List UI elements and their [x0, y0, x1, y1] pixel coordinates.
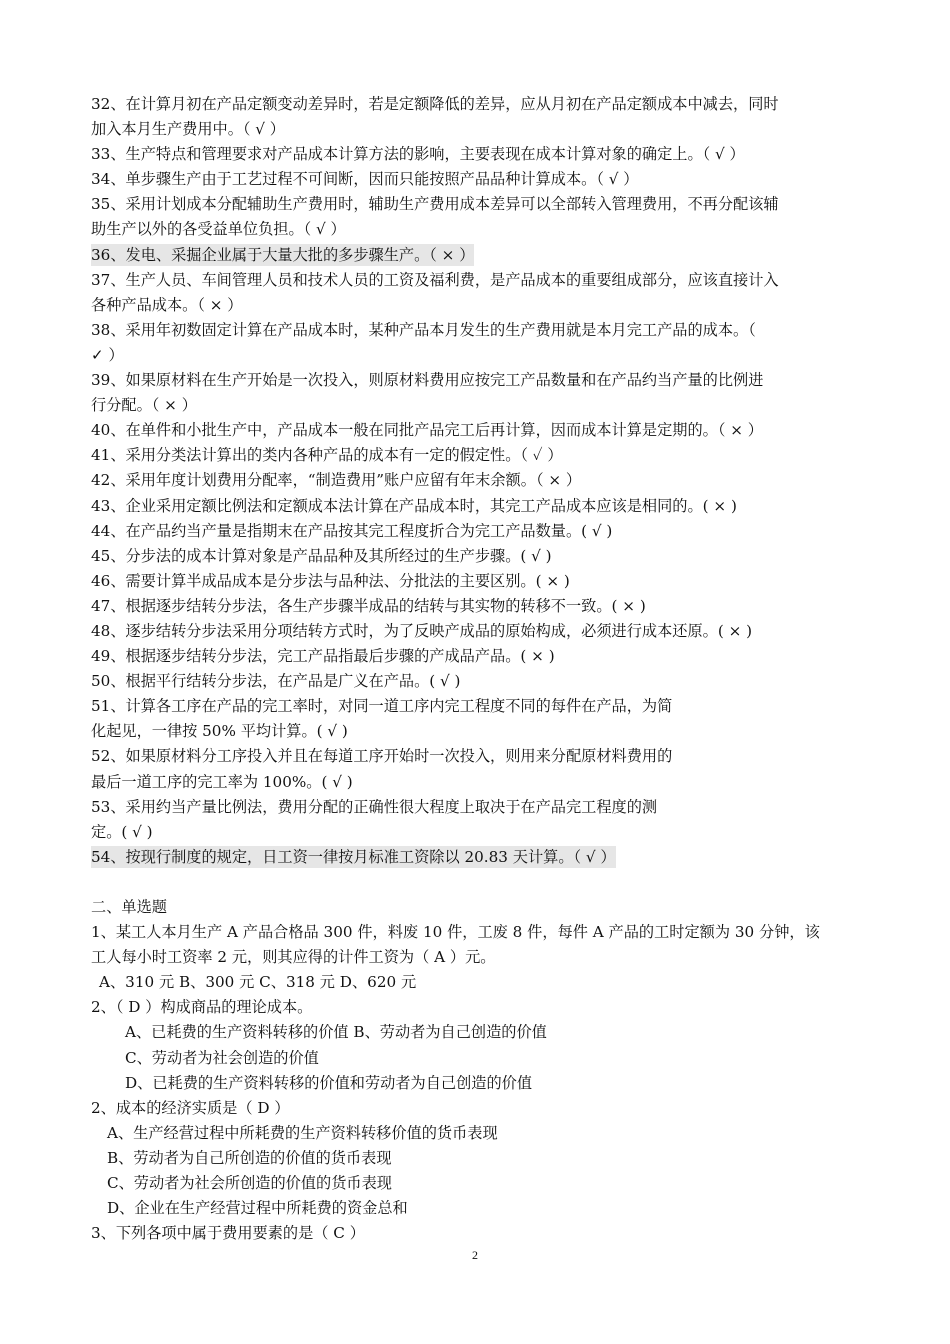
- text-line: 41、采用分类法计算出的类内各种产品的成本有一定的假定性。（ ✓ ）: [91, 446, 563, 465]
- answer-option: C、劳动者为社会所创造的价值的货币表现: [107, 1174, 392, 1193]
- text-line: 33、生产特点和管理要求对产品成本计算方法的影响，主要表现在成本计算对象的确定上。（ √ ）: [91, 145, 745, 164]
- text-line-highlighted: [91, 845, 861, 870]
- answer-option: B、劳动者为自己所创造的价值的货币表现: [107, 1148, 392, 1167]
- text-line: 53、采用约当产量比例法，费用分配的正确性很大程度上取决于在产品完工程度的测: [91, 797, 658, 816]
- answer-option: C、劳动者为社会创造的价值: [125, 1048, 319, 1067]
- text-line: 46、需要计算半成品成本是分步法与品种法、分批法的主要区别。( × ): [91, 571, 570, 590]
- text-line: 51、计算各工序在产品的完工率时，对同一道工序内完工程度不同的每件在产品，为简: [91, 697, 673, 716]
- highlighted-text: 36、发电、采掘企业属于大量大批的多步骤生产。（ × ）: [91, 245, 475, 264]
- text-line: 各种产品成本。（ × ）: [91, 295, 243, 314]
- text-line: 2、（ D ）构成商品的理论成本。: [91, 998, 313, 1017]
- text-line: 49、根据逐步结转分步法，完工产品指最后步骤的产成品产品。( × ): [91, 647, 555, 666]
- text-line: 助生产以外的各受益单位负担。（ √ ）: [91, 220, 346, 239]
- text-line: 40、在单件和小批生产中，产品成本一般在同批产品完工后再计算，因而成本计算是定期的。（ × ）: [91, 421, 763, 440]
- highlighted-text: 54、按现行制度的规定，日工资一律按月标准工资除以 20.83 天计算。（ √ ）: [91, 847, 616, 866]
- answer-options: A、310 元 B、300 元 C、318 元 D、620 元: [99, 973, 417, 992]
- text-line: 加入本月生产费用中。（ √ ）: [91, 120, 285, 139]
- blank-line: [91, 870, 861, 895]
- text-line: 行分配。（ × ）: [91, 396, 197, 415]
- answer-option: D、企业在生产经营过程中所耗费的资金总和: [107, 1199, 408, 1218]
- text-line: 35、采用计划成本分配辅助生产费用时，辅助生产费用成本差异可以全部转入管理费用，不再分配该辅: [91, 195, 779, 214]
- text-line: 45、分步法的成本计算对象是产品品种及其所经过的生产步骤。( √ ): [91, 546, 552, 565]
- text-line: 最后一道工序的完工率为 100%。( √ ): [91, 772, 353, 791]
- text-line-highlighted: [91, 243, 861, 268]
- page-number: 2: [472, 1248, 478, 1262]
- text-line: 48、逐步结转分步法采用分项结转方式时，为了反映产成品的原始构成，必须进行成本还原。( × ): [91, 621, 753, 640]
- text-line: 2、成本的经济实质是（ D ）: [91, 1098, 290, 1117]
- text-line: 34、单步骤生产由于工艺过程不可间断，因而只能按照产品品种计算成本。（ √ ）: [91, 170, 639, 189]
- text-line: 44、在产品约当产量是指期末在产品按其完工程度折合为完工产品数量。( √ ): [91, 521, 613, 540]
- text-line: 3、下列各项中属于费用要素的是（ C ）: [91, 1224, 365, 1243]
- text-line: 化起见，一律按 50% 平均计算。( √ ): [91, 722, 348, 741]
- section-heading: 二、单选题: [91, 898, 167, 916]
- text-line: 43、企业采用定额比例法和定额成本法计算在产品成本时，其完工产品成本应该是相同的。( × ): [91, 496, 737, 515]
- text-line: 42、采用年度计划费用分配率，“制造费用”账户应留有年末余额。（ × ）: [91, 471, 582, 490]
- text-line: ✓ ）: [91, 345, 124, 364]
- answer-option: D、已耗费的生产资料转移的价值和劳动者为自己创造的价值: [125, 1073, 533, 1092]
- text-line: 定。( √ ): [91, 822, 153, 841]
- text-line: 37、生产人员、车间管理人员和技术人员的工资及福利费，是产品成本的重要组成部分，应该直接计入: [91, 270, 779, 289]
- text-line: 32、在计算月初在产品定额变动差异时，若是定额降低的差异，应从月初在产品定额成本中减去，同时: [91, 95, 779, 113]
- text-line: 52、如果原材料分工序投入并且在每道工序开始时一次投入，则用来分配原材料费用的: [91, 747, 673, 766]
- text-line: 38、采用年初数固定计算在产品成本时，某种产品本月发生的生产费用就是本月完工产品的成本。（: [91, 320, 756, 339]
- text-line: 50、根据平行结转分步法，在产品是广义在产品。( √ ): [91, 672, 461, 691]
- text-line: 工人每小时工资率 2 元，则其应得的计件工资为（ A ）元。: [91, 948, 496, 967]
- text-line: 39、如果原材料在生产开始是一次投入，则原材料费用应按完工产品数量和在产品约当产量的比例进: [91, 371, 764, 390]
- text-line: 1、某工人本月生产 A 产品合格品 300 件，料废 10 件，工废 8 件，每件 A 产品的工时定额为 30 分钟，该: [91, 923, 820, 942]
- answer-option: A、已耗费的生产资料转移的价值 B、劳动者为自己创造的价值: [125, 1023, 547, 1042]
- text-line: 47、根据逐步结转分步法，各生产步骤半成品的结转与其实物的转移不一致。( × ): [91, 596, 646, 615]
- document-body: [91, 92, 861, 1246]
- answer-option: A、生产经营过程中所耗费的生产资料转移价值的货币表现: [107, 1123, 498, 1142]
